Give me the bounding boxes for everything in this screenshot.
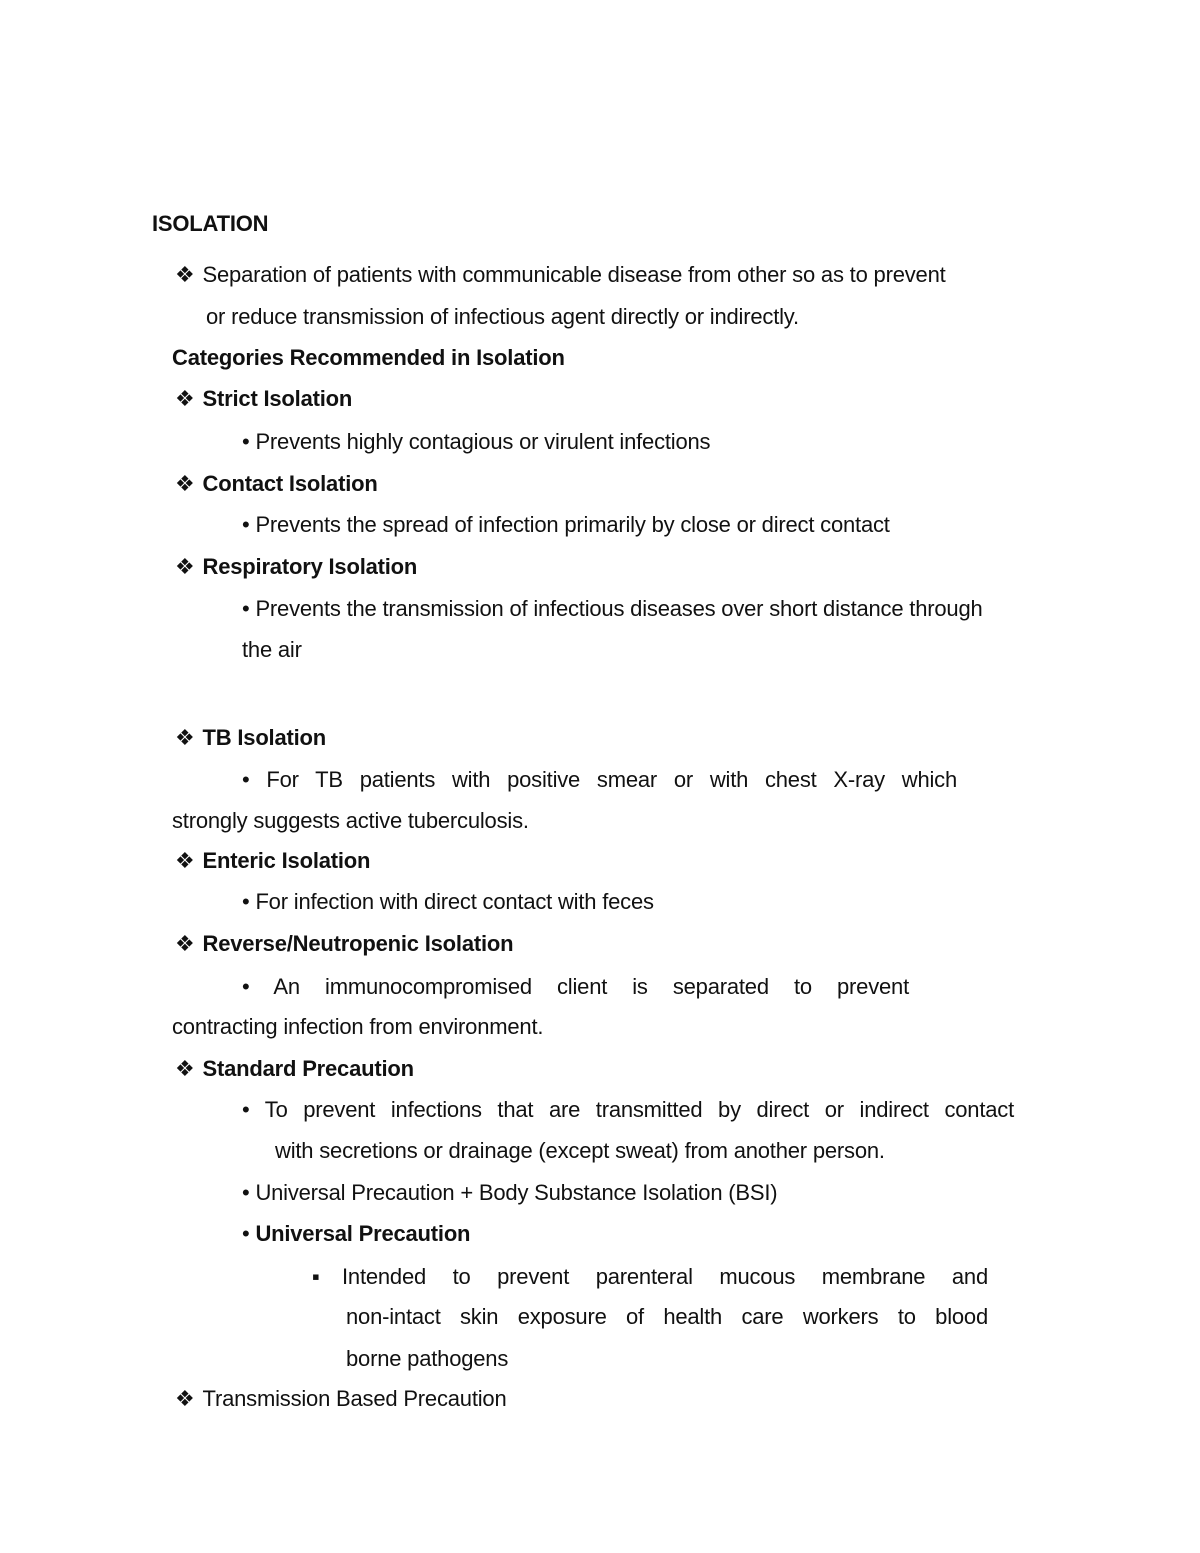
transmission-precaution-heading [175,1386,507,1412]
reverse-isolation-desc-line-2: contracting infection from environment. [172,1014,544,1039]
contact-isolation-heading [175,471,378,497]
dot-bullet-icon: • [242,596,250,621]
document-title: ISOLATION [152,211,269,236]
strict-isolation-desc [242,429,710,455]
respiratory-isolation-text: Prevents the transmission of infectious diseases over short distance through [255,596,983,621]
contact-isolation-desc [242,512,890,538]
tb-isolation-title: TB Isolation [202,725,327,750]
dot-bullet-icon: • [242,1221,250,1246]
diamond-bullet-icon: ❖ [175,1056,195,1081]
dot-bullet-icon: • [242,974,250,999]
dot-bullet-icon: • [242,512,250,537]
enteric-isolation-heading [175,848,370,874]
standard-precaution-text: To prevent infections that are transmitted by direct or indirect contact [264,1097,1015,1122]
dot-bullet-icon: • [242,889,250,914]
tb-isolation-desc-line-1 [242,767,957,793]
standard-precaution-desc-1-line-1 [242,1097,1014,1123]
reverse-isolation-text: An immunocompromised client is separated to prevent [273,974,910,999]
reverse-isolation-heading [175,931,513,957]
enteric-isolation-text: For infection with direct contact with feces [255,889,654,914]
diamond-bullet-icon: ❖ [175,471,195,496]
standard-precaution-title: Standard Precaution [202,1056,414,1081]
universal-precaution-line-1: Intended to prevent parenteral mucous membrane and [342,1264,988,1289]
strict-isolation-text: Prevents highly contagious or virulent infections [255,429,711,454]
dot-bullet-icon: • [242,1097,250,1122]
dot-bullet-icon: • [242,767,250,792]
diamond-bullet-icon: ❖ [175,554,195,579]
reverse-isolation-desc-line-1 [242,974,909,1000]
dot-bullet-icon: • [242,1180,250,1205]
standard-precaution-desc-1-line-2: with secretions or drainage (except sweat) from another person. [275,1138,885,1163]
universal-precaution-heading [242,1221,470,1247]
universal-precaution-line-3: borne pathogens [346,1346,509,1371]
square-bullet-icon: ▪ [312,1264,320,1289]
respiratory-isolation-title: Respiratory Isolation [202,554,418,579]
respiratory-isolation-desc-line-1 [242,596,983,622]
definition-line-1 [175,262,946,288]
tb-isolation-desc-line-2: strongly suggests active tuberculosis. [172,808,529,833]
universal-precaution-title: Universal Precaution [255,1221,471,1246]
strict-isolation-heading [175,386,352,412]
strict-isolation-title: Strict Isolation [202,386,353,411]
universal-precaution-line-2: non-intact skin exposure of health care workers to blood [346,1304,988,1329]
dot-bullet-icon: • [242,429,250,454]
standard-precaution-desc-2 [242,1180,777,1206]
reverse-isolation-title: Reverse/Neutropenic Isolation [202,931,514,956]
diamond-bullet-icon: ❖ [175,848,195,873]
diamond-bullet-icon: ❖ [175,931,195,956]
enteric-isolation-desc [242,889,654,915]
respiratory-isolation-desc-line-2: the air [242,637,302,662]
standard-precaution-heading [175,1056,414,1082]
diamond-bullet-icon: ❖ [175,725,195,750]
tb-isolation-heading [175,725,326,751]
diamond-bullet-icon: ❖ [175,262,195,287]
standard-precaution-bsi-text: Universal Precaution + Body Substance Isolation (BSI) [255,1180,778,1205]
contact-isolation-title: Contact Isolation [202,471,378,496]
respiratory-isolation-heading [175,554,417,580]
diamond-bullet-icon: ❖ [175,1386,195,1411]
definition-line-2: or reduce transmission of infectious agent directly or indirectly. [206,304,799,329]
enteric-isolation-title: Enteric Isolation [202,848,371,873]
contact-isolation-text: Prevents the spread of infection primarily by close or direct contact [255,512,890,537]
transmission-precaution-title: Transmission Based Precaution [202,1386,507,1411]
tb-isolation-text: For TB patients with positive smear or with chest X-ray which [266,767,957,792]
definition-text: Separation of patients with communicable disease from other so as to prevent [202,262,946,287]
diamond-bullet-icon: ❖ [175,386,195,411]
categories-heading: Categories Recommended in Isolation [172,345,565,370]
